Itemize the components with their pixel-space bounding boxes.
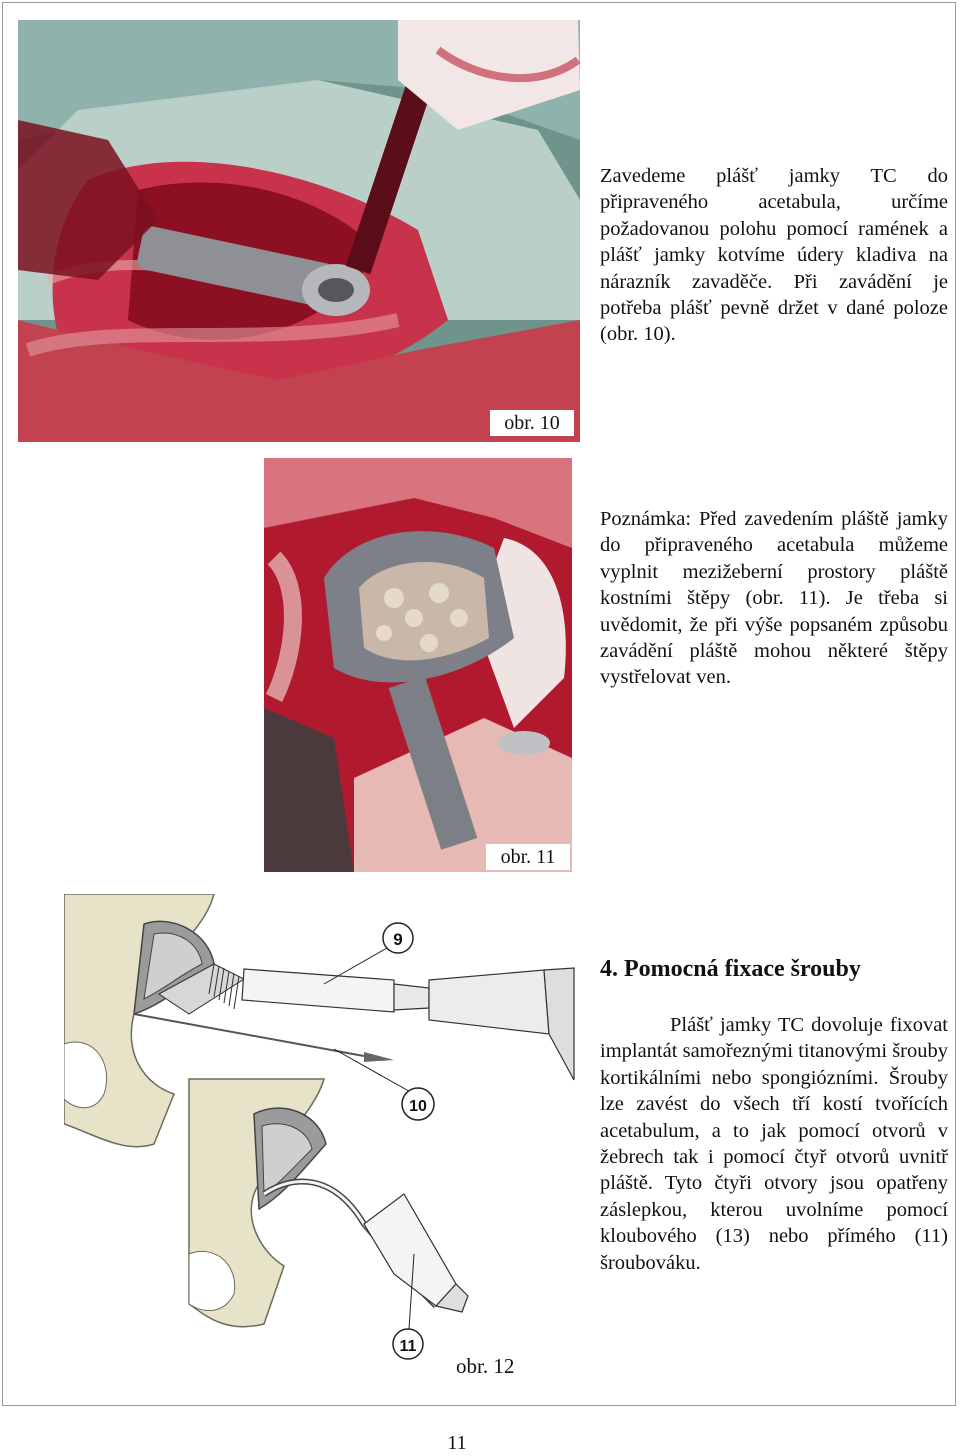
figure-10-caption: obr. 10 <box>490 410 574 436</box>
section-heading: 4. Pomocná fixace šrouby <box>600 956 861 982</box>
callout-9: 9 <box>393 930 403 949</box>
page-number: 11 <box>447 1432 467 1454</box>
figure-10-photo <box>18 20 580 442</box>
figure-11-caption: obr. 11 <box>486 844 570 870</box>
surgical-photo-icon <box>264 458 572 872</box>
paragraph-3-text: Plášť jamky TC dovoluje fixovat implantát samořeznými titanovými šrouby kortikálními nebo spongiózními. Šrouby lze zavést do všech tří kostí tvořících acetabulum, a to jak pomocí otvorů v žebrech tak i pomocí čtyř otvorů uvnitř pláště. Tyto čtyři otvory jsou opatřeny záslepkou, kterou uvolníme pomocí kloubového (13) nebo přímého (11) šroubováku. <box>600 1014 948 1274</box>
figure-12-diagram <box>64 894 584 1364</box>
paragraph-1-text: Zavedeme plášť jamky TC do připraveného acetabula, určíme požadovanou polohu pomocí ramének a plášť jamky kotvíme údery kladiva na nárazník zavaděče. Při zavádění je potřeba plášť pevně držet v dané poloze (obr. 10). <box>600 165 948 346</box>
paragraph-1 <box>600 163 948 348</box>
paragraph-2 <box>600 506 948 691</box>
surgical-photo-icon <box>18 20 580 442</box>
paragraph-3 <box>600 1012 948 1276</box>
figure-12-caption: obr. 12 <box>456 1354 515 1378</box>
callout-10: 10 <box>409 1098 427 1115</box>
screw-fixation-diagram-icon <box>64 894 584 1364</box>
paragraph-2-text: Poznámka: Před zavedením pláště jamky do připraveného acetabula můžeme vyplnit mezižeberní prostory pláště kostními štěpy (obr. 11). Je třeba si uvědomit, že při výše popsaném způsobu zavádění pláště mohou některé štěpy vystřelovat ven. <box>600 508 948 689</box>
callout-11: 11 <box>399 1338 417 1355</box>
figure-11-photo <box>264 458 572 872</box>
